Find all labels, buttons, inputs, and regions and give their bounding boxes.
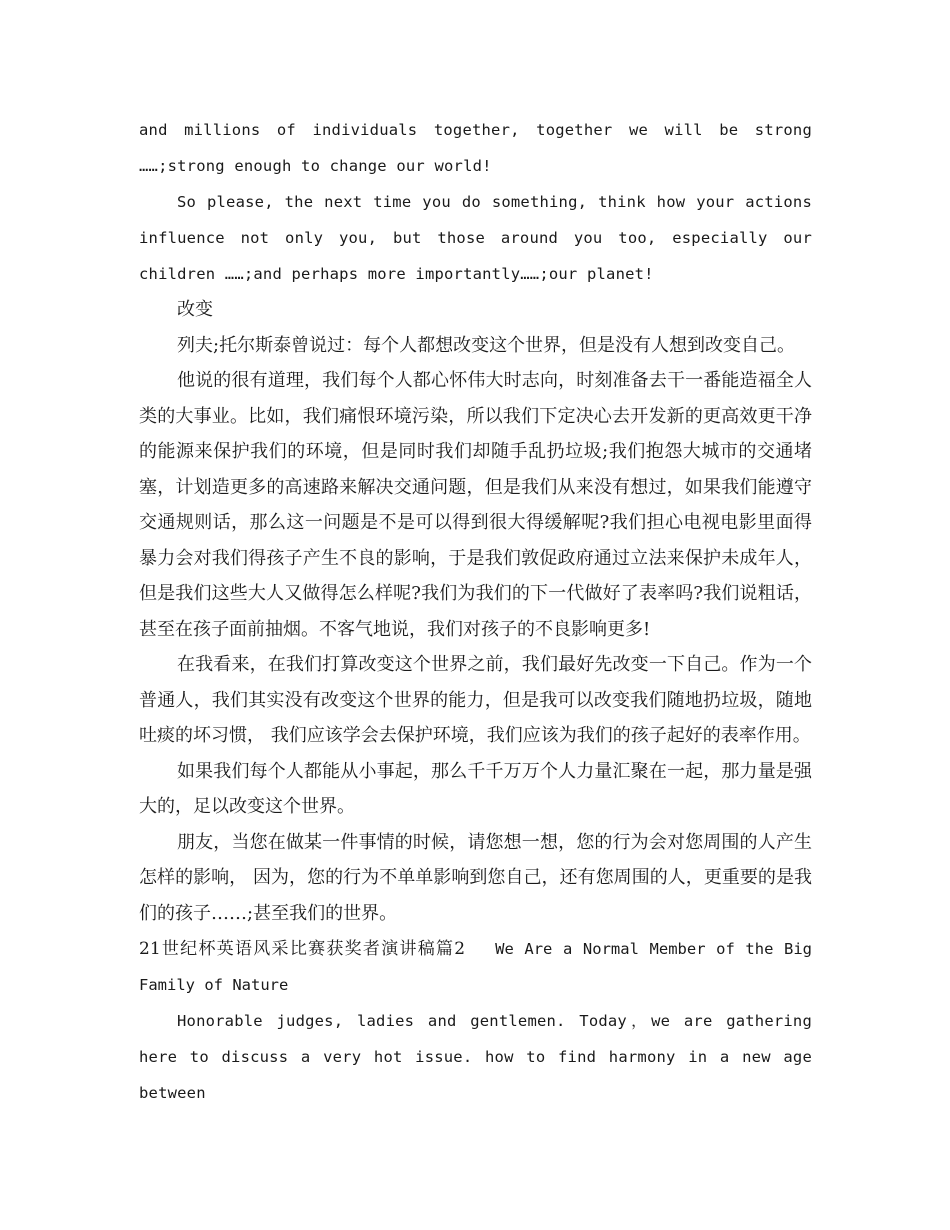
- speech-heading-chinese: 21世纪杯英语风采比赛获奖者演讲稿篇2: [139, 939, 466, 959]
- paragraph-chinese-2: 在我看来，在我们打算改变这个世界之前，我们最好先改变一下自己。作为一个普通人，我们其实没有改变这个世界的能力，但是我可以改变我们随地扔垃圾，随地吐痰的坏习惯， 我们应该学会去保护环境，我们应该为我们的孩子起好的表率作用。: [139, 654, 812, 746]
- paragraph-english-1: and millions of individuals together, together we will be strong ……;strong enough to change our world!: [139, 121, 812, 175]
- speech-heading-english: We Are a Normal Member of the Big Family of Nature: [139, 940, 812, 994]
- paragraph-english-3: Honorable judges, ladies and gentlemen. Today，we are gathering here to discuss a very hot issue. how to find harmony in a new age between: [139, 1012, 812, 1102]
- paragraph-quote-tolstoy: 列夫;托尔斯泰曾说过：每个人都想改变这个世界，但是没有人想到改变自己。: [177, 334, 796, 356]
- paragraph-chinese-3: 如果我们每个人都能从小事起，那么千千万万个人力量汇聚在一起，那力量是强大的，足以改变这个世界。: [139, 760, 812, 817]
- paragraph-chinese-4: 朋友，当您在做某一件事情的时候，请您想一想，您的行为会对您周围的人产生怎样的影响， 因为，您的行为不单单影响到您自己，还有您周围的人，更重要的是我们的孩子……;甚至我们的世界。: [139, 831, 812, 924]
- document-page: [139, 112, 812, 1111]
- speech-heading: [139, 931, 812, 1003]
- section-title-change: 改变: [177, 299, 213, 320]
- paragraph-english-2: So please, the next time you do something, think how your actions influence not only you, but those around you too, especially our children ……;and perhaps more importantly……;our planet!: [139, 193, 812, 283]
- paragraph-chinese-1: 他说的很有道理，我们每个人都心怀伟大时志向，时刻准备去干一番能造福全人类的大事业。比如，我们痛恨环境污染，所以我们下定决心去开发新的更高效更干净的能源来保护我们的环境，但是同时我们却随手乱扔垃圾;我们抱怨大城市的交通堵塞，计划造更多的高速路来解决交通问题，但是我们从来没有想过，如果我们能遵守交通规则话，那么这一问题是不是可以得到很大得缓解呢?我们担心电视电影里面得暴力会对我们得孩子产生不良的影响，于是我们敦促政府通过立法来保护未成年人，但是我们这些大人又做得怎么样呢?我们为我们的下一代做好了表率吗?我们说粗话，甚至在孩子面前抽烟。不客气地说，我们对孩子的不良影响更多!: [139, 370, 812, 640]
